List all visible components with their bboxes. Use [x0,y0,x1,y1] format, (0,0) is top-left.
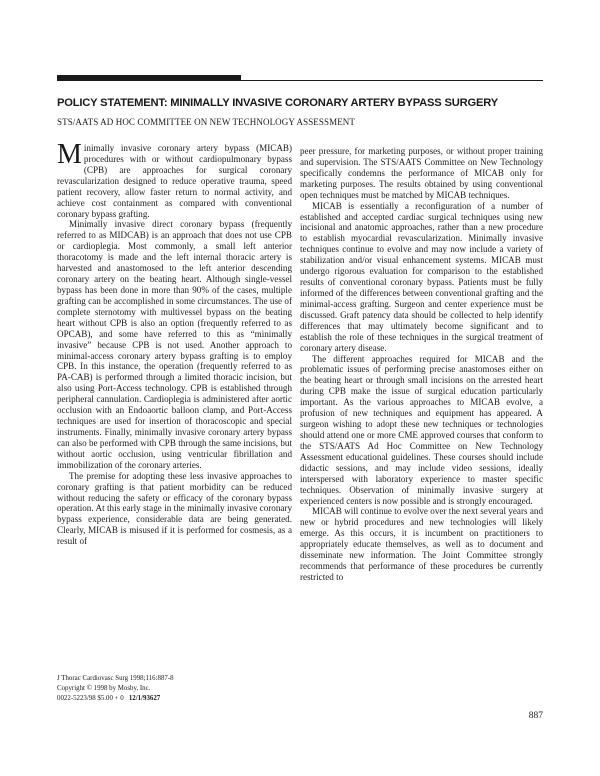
citation-code [57,694,287,704]
citation-id: 12/1/93627 [128,695,161,703]
paragraph-1 [57,139,292,219]
paragraph-7: MICAB will continue to evolve over the next several years and new or hybrid procedures and new technologies will likely emerge. As this occurs, it is incumbent on practitioners to appropriately educate themselves, as well as to document and disseminate new information. The Joint Committee strongly recommends that performance of these procedures be currently restricted to [300,506,543,582]
header-rule-thin [241,80,543,81]
paragraph-4: peer pressure, for marketing purposes, or without proper training and supervision. The STS/AATS Committee on New Technology specifically condemns the performance of MICAB only for marketing purposes. The results obtained by using conventional open techniques must be matched by MICAB techniques. [300,146,543,200]
citation-journal: J Thorac Cardiovasc Surg 1998;116:887-8 [57,675,174,682]
dropcap: M [57,139,82,170]
right-column [300,146,543,583]
paragraph-6: The different approaches required for MICAB and the problematic issues of performing precise anastomoses either on the beating heart or through small incisions on the arrested heart during CPB make the issue of surgical education particularly important. As the various approaches to MICAB evolve, a profusion of new techniques and equipment has appeared. A surgeon wishing to adopt these new techniques or technologies should attend one or more CME approved courses that conform to the STS/AATS Ad Hoc Committee on New Technology Assessment educational guidelines. These courses should include didactic sessions, and may include video sessions, ideally interspersed with laboratory experience to master specific techniques. Observation of minimally invasive surgery at experienced centers is now possible and is strongly encouraged. [300,353,543,506]
paragraph-3: The premise for adopting these less invasive approaches to coronary grafting is that patient morbidity can be reduced without reducing the safety or efficacy of the coronary bypass operation. At this early stage in the minimally invasive coronary bypass experience, considerable data are being generated. Clearly, MICAB is misused if it is performed for cosmesis, as a result of [57,470,292,547]
article-byline: STS/AATS AD HOC COMMITTEE ON NEW TECHNOLOGY ASSESSMENT [57,117,356,127]
paragraph-5: MICAB is essentially a reconfiguration of a number of established and accepted cardiac surgical techniques using new incisional and anatomic approaches, rather than a new procedure to establish myocardial revascularization. Minimally invasive techniques continue to evolve and may now include a variety of stabilization and/or visual enhancement systems. MICAB must undergo rigorous evaluation for comparison to the established results of conventional coronary bypass. Patients must be fully informed of the differences between conventional grafting and the minimal-access grafting. Surgeon and center experience must be discussed. Graft patency data should be collected to help identify differences that may ultimately become significant and to establish the role of these techniques in the surgical treatment of coronary artery disease. [300,200,543,353]
left-column [57,139,292,547]
paragraph-2: Minimally invasive direct coronary bypass (frequently referred to as MIDCAB) is an approach that does not use CPB or cardioplegia. Most commonly, a small left anterior thoracotomy is made and the left internal thoracic artery is harvested and anastomosed to the left anterior descending coronary artery on the beating heart. Although single-vessel bypass has been done in more than 90% of the cases, multiple grafting can be accomplished in some circumstances. The use of complete sternotomy with multivessel bypass on the beating heart without CPB is also an option (frequently referred to as OPCAB), and some have referred to this as “minimally invasive” because CPB is not used. Another approach to minimal-access coronary artery bypass grafting is to employ CPB. In this instance, the operation (frequently referred to as PA-CAB) is performed through a limited thoracic incision, but also using Port-Access technology. CPB is established through peripheral cannulation. Cardioplegia is administered after aortic occlusion with an Endoaortic balloon clamp, and Port-Access techniques are used for insertion of thoracoscopic and special instruments. Finally, minimally invasive coronary artery bypass can also be performed with CPB through the same incisions, but without aortic occlusion, using ventricular fibrillation and immobilization of the coronary arteries. [57,219,292,470]
paragraph-1-text: inimally invasive coronary artery bypass (MICAB) procedures with or without cardiopulmonary bypass (CPB) are approaches for surgical coronary revascularization designed to reduce operative trauma, speed patient recovery, allow faster return to normal activity, and achieve cost containment as compared with conventional coronary bypass grafting. [57,143,292,219]
article-title: POLICY STATEMENT: MINIMALLY INVASIVE CORONARY ARTERY BYPASS SURGERY [57,97,498,109]
header-rule-thick [57,75,241,81]
page-number: 887 [528,711,543,721]
citation-copyright: Copyright © 1998 by Mosby, Inc. [57,685,151,693]
citation-footnote [57,674,287,705]
citation-issn: 0022-5223/98 $5.00 + 0 [57,695,124,703]
